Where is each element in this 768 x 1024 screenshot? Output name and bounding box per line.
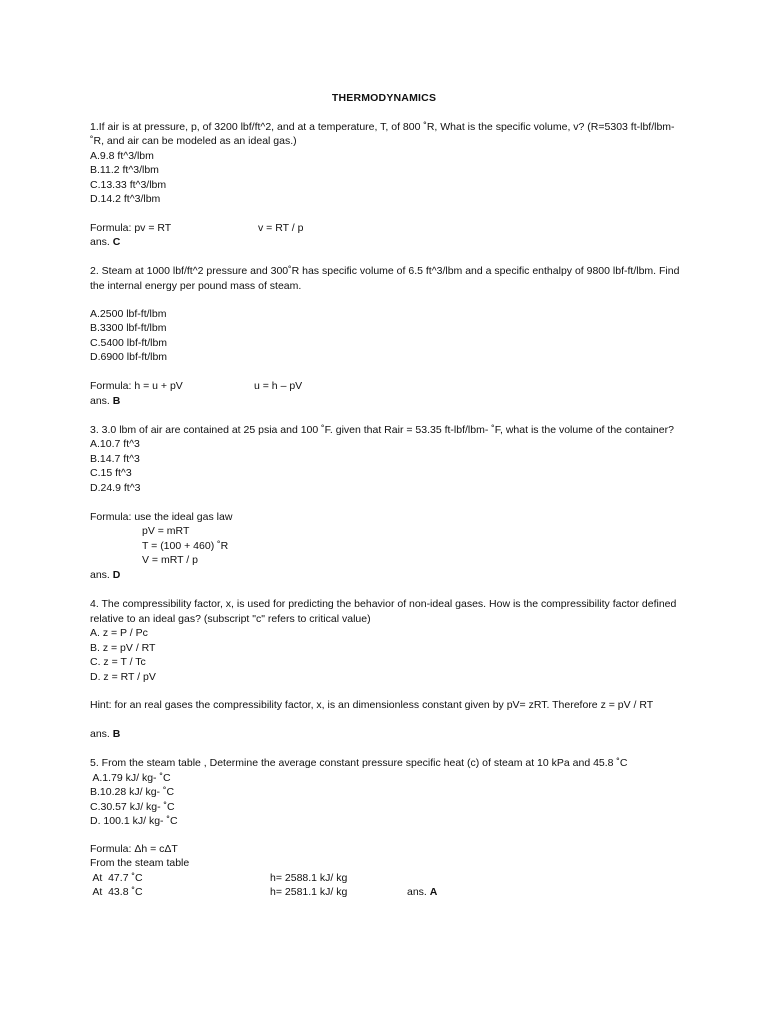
q4-option-b: B. z = pV / RT (90, 642, 156, 654)
q1-question-line-1: 1.If air is at pressure, p, of 3200 lbf/ft^2, and at a temperature, T, of 800 ˚R, What is the specific volume, v? (R=5303 ft-lbf/lbm- (90, 121, 675, 133)
q4-answer (90, 727, 120, 742)
q2-answer (90, 394, 120, 409)
q2-formula: Formula: h = u + pV (90, 380, 183, 392)
q2-formula-solved: u = h – pV (254, 380, 303, 392)
q3-formula: Formula: use the ideal gas law (90, 511, 233, 523)
q1-formula: Formula: pv = RT (90, 222, 172, 234)
q2-question-line-1: 2. Steam at 1000 lbf/ft^2 pressure and 300˚R has specific volume of 6.5 ft^3/lbm and a specific enthalpy of 9800 lbf-ft/lbm. Find (90, 265, 680, 277)
page-title: THERMODYNAMICS (331, 92, 437, 104)
q2-option-d: D.6900 lbf-ft/lbm (90, 351, 168, 363)
q1-option-b: B.11.2 ft^3/lbm (90, 164, 159, 176)
q3-option-a: A.10.7 ft^3 (90, 438, 140, 450)
q4-option-d: D. z = RT / pV (90, 671, 156, 683)
q5-option-a: A.1.79 kJ/ kg- ˚C (90, 772, 171, 784)
q5-row1-enthalpy: h= 2588.1 kJ/ kg (270, 872, 348, 884)
answer-letter: B (112, 395, 121, 407)
q4-question-line-2: relative to an ideal gas? (subscript "c" refers to critical value) (90, 613, 371, 625)
q5-option-c: C.30.57 kJ/ kg- ˚C (90, 801, 175, 813)
q4-hint: Hint: for an real gases the compressibility factor, x, is an dimensionless constant given by pV= zRT. Therefore z = pV / RT (90, 699, 654, 711)
answer-label: ans. (90, 569, 113, 581)
answer-label: ans. (90, 236, 113, 248)
q3-option-d: D.24.9 ft^3 (90, 482, 141, 494)
q2-question-line-2: the internal energy per pound mass of steam. (90, 280, 302, 292)
q5-row2-temperature: At 43.8 ˚C (90, 886, 143, 898)
q5-formula: Formula: Δh = cΔT (90, 843, 178, 855)
q1-formula-solved: v = RT / p (258, 222, 304, 234)
q2-option-c: C.5400 lbf-ft/lbm (90, 337, 168, 349)
q4-question-line-1: 4. The compressibility factor, x, is used for predicting the behavior of non-ideal gases. How is the compressibility factor defined (90, 598, 677, 610)
answer-letter: A (429, 886, 438, 898)
q5-option-b: B.10.28 kJ/ kg- ˚C (90, 786, 175, 798)
answer-label: ans. (90, 395, 113, 407)
q5-question-line-1: 5. From the steam table , Determine the average constant pressure specific heat (c) of steam at 10 kPa and 45.8 ˚C (90, 757, 628, 769)
q1-option-c: C.13.33 ft^3/lbm (90, 179, 167, 191)
answer-letter: D (112, 569, 121, 581)
q1-option-d: D.14.2 ft^3/lbm (90, 193, 161, 205)
q3-question-line-1: 3. 3.0 lbm of air are contained at 25 psia and 100 ˚F. given that Rair = 53.35 ft-lbf/lbm- ˚F, what is the volume of the container? (90, 424, 674, 436)
q3-option-c: C.15 ft^3 (90, 467, 132, 479)
answer-letter: C (112, 236, 121, 248)
q3-answer (90, 568, 120, 583)
q5-row2-enthalpy: h= 2581.1 kJ/ kg (270, 886, 348, 898)
q2-option-a: A.2500 lbf-ft/lbm (90, 308, 167, 320)
q3-formula-step-3: V = mRT / p (142, 554, 198, 566)
answer-letter: B (112, 728, 121, 740)
answer-label: ans. (90, 728, 113, 740)
q3-formula-step-1: pV = mRT (142, 525, 190, 537)
q5-row1-temperature: At 47.7 ˚C (90, 872, 143, 884)
q3-formula-step-2: T = (100 + 460) ˚R (142, 540, 229, 552)
q1-option-a: A.9.8 ft^3/lbm (90, 150, 154, 162)
q3-option-b: B.14.7 ft^3 (90, 453, 140, 465)
q4-option-c: C. z = T / Tc (90, 656, 146, 668)
q1-answer (90, 235, 120, 250)
answer-label: ans. (407, 886, 430, 898)
q5-answer (407, 885, 437, 900)
q5-option-d: D. 100.1 kJ/ kg- ˚C (90, 815, 178, 827)
q1-question-line-2: ˚R, and air can be modeled as an ideal gas.) (90, 135, 297, 147)
q2-option-b: B.3300 lbf-ft/lbm (90, 322, 167, 334)
q5-steam-table-label: From the steam table (90, 857, 190, 869)
q4-option-a: A. z = P / Pc (90, 627, 148, 639)
